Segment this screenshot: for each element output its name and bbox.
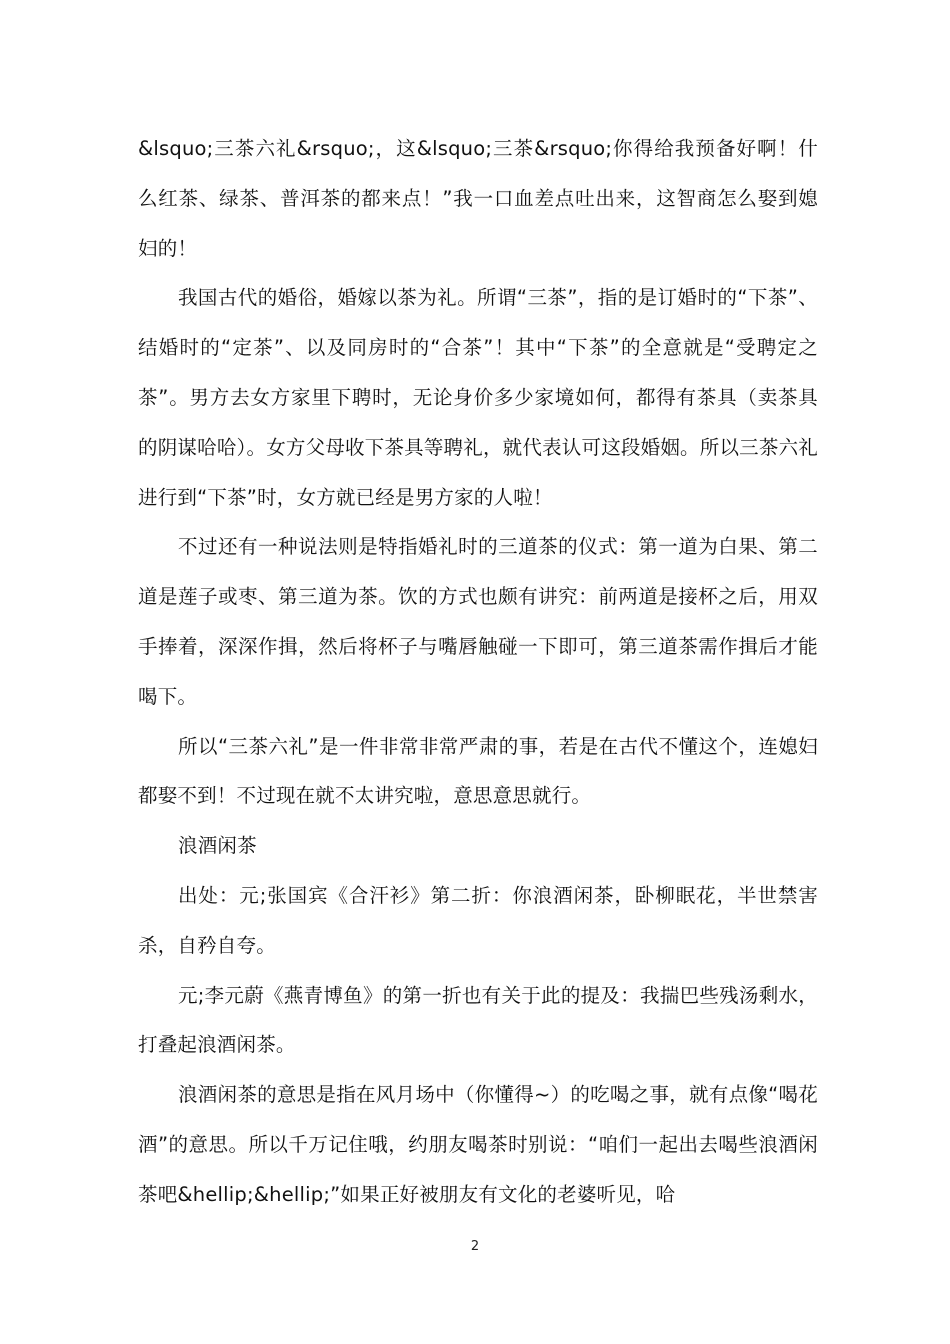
paragraph-2: 我国古代的婚俗，婚嫁以茶为礼。所谓“三茶”，指的是订婚时的“下茶”、结婚时的“定茶”、以及同房时的“合茶”！其中“下茶”的全意就是“受聘定之茶”。男方去女方家里下聘时，无论身价多少家境如何，都得有茶具（卖茶具的阴谋哈哈）。女方父母收下茶具等聘礼，就代表认可这段婚姻。所以三茶六礼进行到“下茶”时，女方就已经是男方家的人啦！: [138, 286, 818, 509]
section-heading: 浪酒闲茶: [178, 834, 257, 858]
document-body: [138, 124, 818, 1220]
paragraph-3: 不过还有一种说法则是特指婚礼时的三道茶的仪式：第一道为白果、第二道是莲子或枣、第三道为茶。饮的方式也颇有讲究：前两道是接杯之后，用双手捧着，深深作揖，然后将杯子与嘴唇触碰一下即可，第三道茶需作揖后才能喝下。: [138, 535, 818, 708]
paragraph-source-2: 元;李元蔚《燕青博鱼》的第一折也有关于此的提及：我揣巴些残汤剩水，打叠起浪酒闲茶。: [138, 983, 818, 1057]
paragraph-1: &lsquo;三茶六礼&rsquo;，这&lsquo;三茶&rsquo;你得给我预备好啊！什么红茶、绿茶、普洱茶的都来点！”我一口血差点吐出来，这智商怎么娶到媳妇的！: [138, 137, 818, 260]
paragraph-source-1: 出处：元;张国宾《合汗衫》第二折：你浪酒闲茶，卧柳眠花，半世禁害杀，自矜自夸。: [138, 883, 818, 957]
page-number: 2: [470, 1239, 480, 1254]
paragraph-meaning: 浪酒闲茶的意思是指在风月场中（你懂得~）的吃喝之事，就有点像“喝花酒”的意思。所以千万记住哦，约朋友喝茶时别说：“咱们一起出去喝些浪酒闲茶吧&hellip;&hellip;”如果正好被朋友有文化的老婆听见，哈: [138, 1083, 818, 1206]
paragraph-4: 所以“三茶六礼”是一件非常非常严肃的事，若是在古代不懂这个，连媳妇都娶不到！不过现在就不太讲究啦，意思意思就行。: [138, 734, 818, 808]
